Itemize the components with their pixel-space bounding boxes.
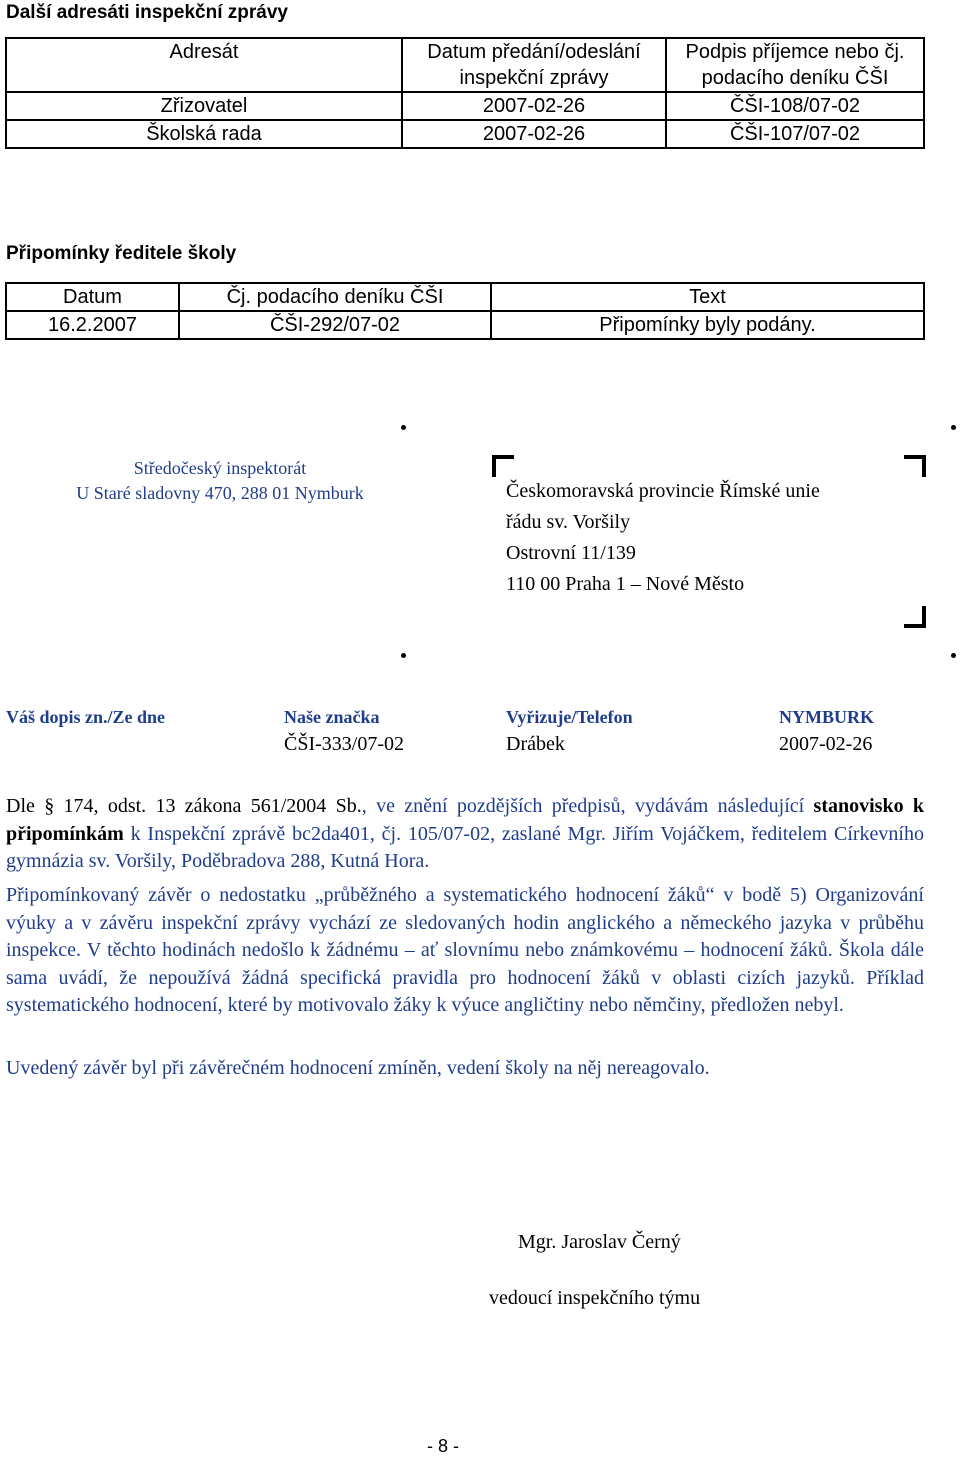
header-cell: Datum	[6, 283, 179, 311]
ref-label-handled-by: Vyřizuje/Telefon	[506, 707, 633, 727]
table-cell: 2007-02-26	[402, 92, 666, 120]
sender-block	[0, 456, 440, 506]
signature-role: vedoucí inspekčního týmu	[489, 1287, 701, 1309]
table-cell: Zřizovatel	[6, 92, 402, 120]
section-heading-comments: Připomínky ředitele školy	[6, 243, 237, 264]
header-cell: Datum předání/odeslání inspekční zprávy	[402, 38, 666, 92]
table-header-row	[6, 38, 924, 92]
ref-label-city: NYMBURK	[779, 707, 874, 727]
addressees-table	[5, 37, 925, 149]
corner-dot	[401, 653, 406, 658]
address-bracket-top-left	[492, 455, 514, 477]
section-heading-addressees: Další adresáti inspekční zprávy	[6, 2, 288, 23]
recipient-line: řádu sv. Voršily	[506, 511, 631, 533]
recipient-line: Českomoravská provincie Římské unie	[506, 480, 820, 502]
paragraph-intro	[6, 793, 924, 876]
recipient-line: Ostrovní 11/139	[506, 542, 636, 564]
ref-label-your-letter: Váš dopis zn./Ze dne	[6, 707, 166, 727]
header-cell: Podpis příjemce nebo čj. podacího deníku ČŠI	[666, 38, 924, 92]
recipient-line: 110 00 Praha 1 – Nové Město	[506, 573, 745, 595]
table-row	[6, 311, 924, 339]
ref-value-handled-by: Drábek	[506, 733, 565, 755]
ref-value-our-ref: ČŠI-333/07-02	[284, 733, 404, 755]
sender-name: Středočeský inspektorát	[133, 458, 307, 478]
table-cell: ČŠI-108/07-02	[666, 92, 924, 120]
address-bracket-bottom-right	[904, 606, 926, 628]
page-number: - 8 -	[426, 1436, 459, 1456]
paragraph-conclusion: Připomínkovaný závěr o nedostatku „průběžného a systematického hodnocení žáků“ v bodě 5) Organizování výuky a v závěru inspekční zprávy vychází ze sledovaných hodin anglického a německého jazyka v průběhu inspekce. V těchto hodinách nedošlo k žádnému – ať slovnímu nebo známkovému – hodnocení žáků. Škola dále sama uvádí, že nepoužívá žádná specifická pravidla pro hodnocení žáků v oblasti cizích jazyků. Příklad systematického hodnocení, které by motivovalo žáky k výuce angličtiny nebo němčiny, předložen nebyl.	[6, 884, 924, 1016]
corner-dot	[951, 425, 956, 430]
address-bracket-top-right	[904, 455, 926, 477]
table-cell: ČŠI-292/07-02	[179, 311, 491, 339]
paragraph-text: k Inspekční zprávě bc2da401, čj. 105/07-02, zaslané Mgr. Jiřím Vojáčkem, ředitelem Církevního gymnázia sv. Voršily, Poděbradova 288, Kutná Hora.	[6, 822, 924, 872]
legal-reference: Dle § 174, odst. 13 zákona 561/2004 Sb.	[6, 795, 362, 817]
table-cell: Školská rada	[6, 120, 402, 148]
emphasis-text: stanovisko k připomínkám	[6, 795, 925, 845]
sender-address: U Staré sladovny 470, 288 01 Nymburk	[76, 483, 364, 503]
header-cell: Čj. podacího deníku ČŠI	[179, 283, 491, 311]
paragraph-text: , ve znění pozdějších předpisů, vydávám následující	[361, 795, 805, 817]
corner-dot	[401, 425, 406, 430]
header-cell: Adresát	[6, 38, 402, 92]
signature-name: Mgr. Jaroslav Černý	[518, 1231, 681, 1253]
comments-table	[5, 282, 925, 340]
table-row	[6, 120, 924, 148]
header-cell: Text	[491, 283, 924, 311]
table-cell: Připomínky byly podány.	[491, 311, 924, 339]
table-row	[6, 92, 924, 120]
ref-label-our-ref: Naše značka	[284, 707, 380, 727]
table-header-row	[6, 283, 924, 311]
corner-dot	[951, 653, 956, 658]
paragraph-final: Uvedený závěr byl při závěrečném hodnocení zmíněn, vedení školy na něj nereagovalo.	[6, 1057, 710, 1079]
table-cell: ČŠI-107/07-02	[666, 120, 924, 148]
table-cell: 2007-02-26	[402, 120, 666, 148]
recipient-address	[506, 476, 820, 600]
table-cell: 16.2.2007	[6, 311, 179, 339]
ref-value-date: 2007-02-26	[779, 733, 873, 755]
